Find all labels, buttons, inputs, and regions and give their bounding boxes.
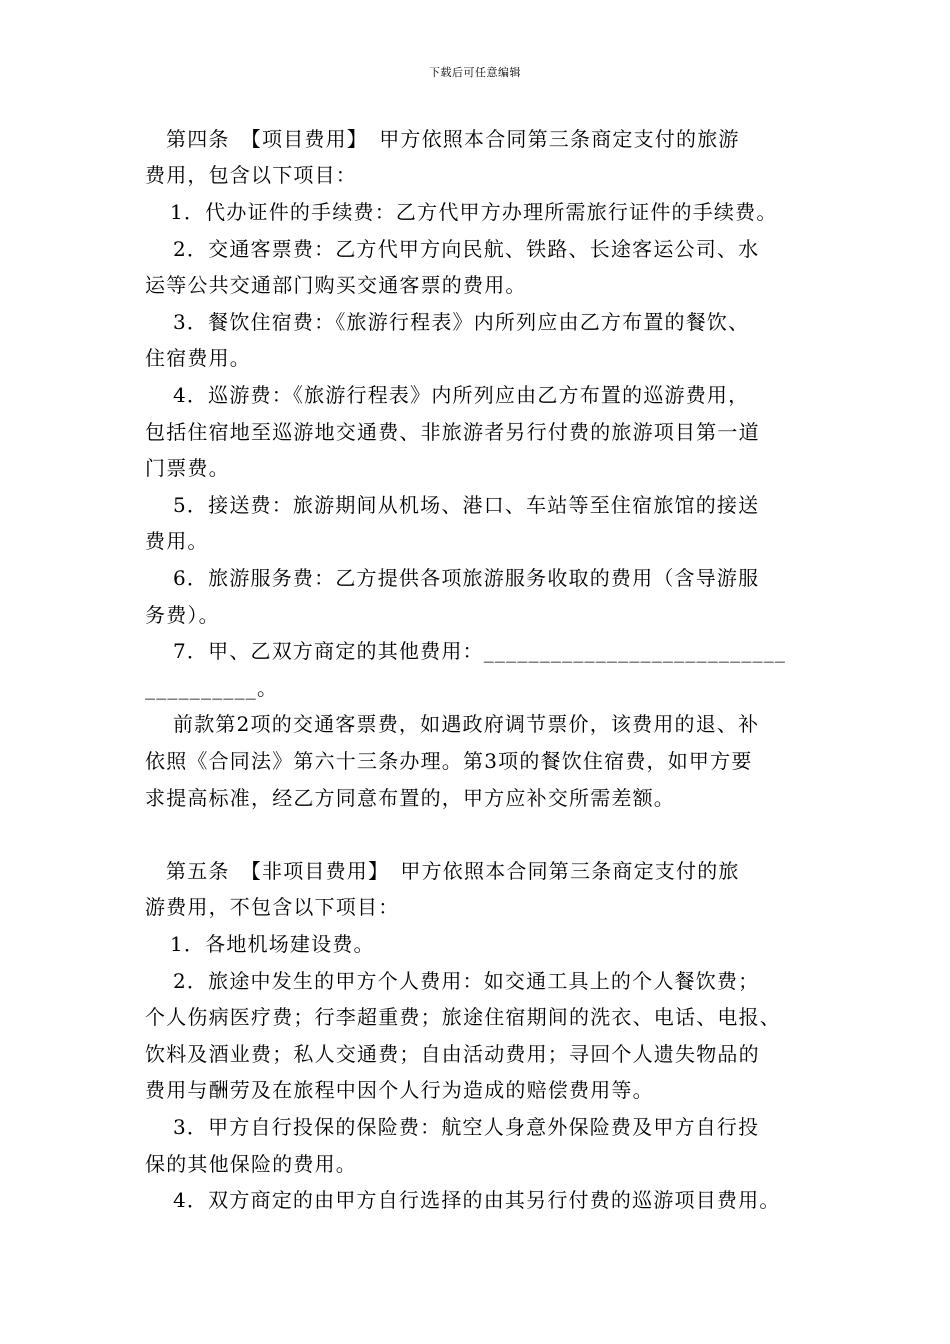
paragraph-line: 运等公共交通部门购买交通客票的费用。	[145, 273, 527, 297]
paragraph-line: 饮料及酒业费；私人交通费；自由活动费用；寻回个人遗失物品的	[145, 1042, 760, 1066]
list-item-4: 4．巡游费：《旅游行程表》内所列应由乙方布置的巡游费用，	[173, 383, 750, 407]
paragraph-line: 个人伤病医疗费；行李超重费；旅途住宿期间的洗衣、电话、电报、	[145, 1005, 781, 1029]
paragraph-line: 务费）。	[145, 603, 220, 627]
paragraph-line: 依照《合同法》第六十三条办理。第3项的餐饮住宿费，如甲方要	[145, 749, 753, 773]
list-item-4: 4．双方商定的由甲方自行选择的由其另行付费的巡游项目费用。	[173, 1188, 781, 1212]
page-header: 下载后可任意编辑	[429, 66, 521, 79]
list-item-1: 1．代办证件的手续费：乙方代甲方办理所需旅行证件的手续费。	[170, 200, 778, 224]
paragraph-line: __________。	[145, 676, 279, 700]
list-item-2: 2．旅途中发生的甲方个人费用：如交通工具上的个人餐饮费；	[173, 969, 760, 993]
paragraph-line: 费用。	[145, 529, 209, 553]
note-paragraph: 前款第2项的交通客票费，如遇政府调节票价，该费用的退、补	[173, 712, 760, 736]
list-item-5: 5．接送费：旅游期间从机场、港口、车站等至住宿旅馆的接送	[173, 493, 760, 517]
list-item-3: 3．甲方自行投保的保险费：航空人身意外保险费及甲方自行投	[173, 1115, 760, 1139]
paragraph-line: 门票费。	[145, 456, 230, 480]
paragraph-line: 费用，包含以下项目：	[145, 163, 357, 187]
list-item-1: 1．各地机场建设费。	[170, 932, 375, 956]
paragraph-line: 费用与酬劳及在旅程中因个人行为造成的赔偿费用等。	[145, 1078, 654, 1102]
list-item-2: 2．交通客票费：乙方代甲方向民航、铁路、长途客运公司、水	[173, 237, 760, 261]
list-item-3: 3．餐饮住宿费：《旅游行程表》内所列应由乙方布置的餐饮、	[173, 310, 750, 334]
paragraph-line: 住宿费用。	[145, 346, 251, 370]
paragraph-line: 求提高标准，经乙方同意布置的，甲方应补交所需差额。	[145, 786, 675, 810]
paragraph-line: 游费用，不包含以下项目：	[145, 895, 400, 919]
article-5-heading: 第五条 【非项目费用】 甲方依照本合同第三条商定支付的旅	[166, 859, 740, 883]
list-item-6: 6．旅游服务费：乙方提供各项旅游服务收取的费用（含导游服	[173, 566, 760, 590]
paragraph-line: 保的其他保险的费用。	[145, 1152, 357, 1176]
paragraph-line: 包括住宿地至巡游地交通费、非旅游者另行付费的旅游项目第一道	[145, 420, 760, 444]
list-item-7: 7．甲、乙双方商定的其他费用：___________________________	[173, 639, 787, 663]
article-4-heading: 第四条 【项目费用】 甲方依照本合同第三条商定支付的旅游	[166, 127, 740, 151]
